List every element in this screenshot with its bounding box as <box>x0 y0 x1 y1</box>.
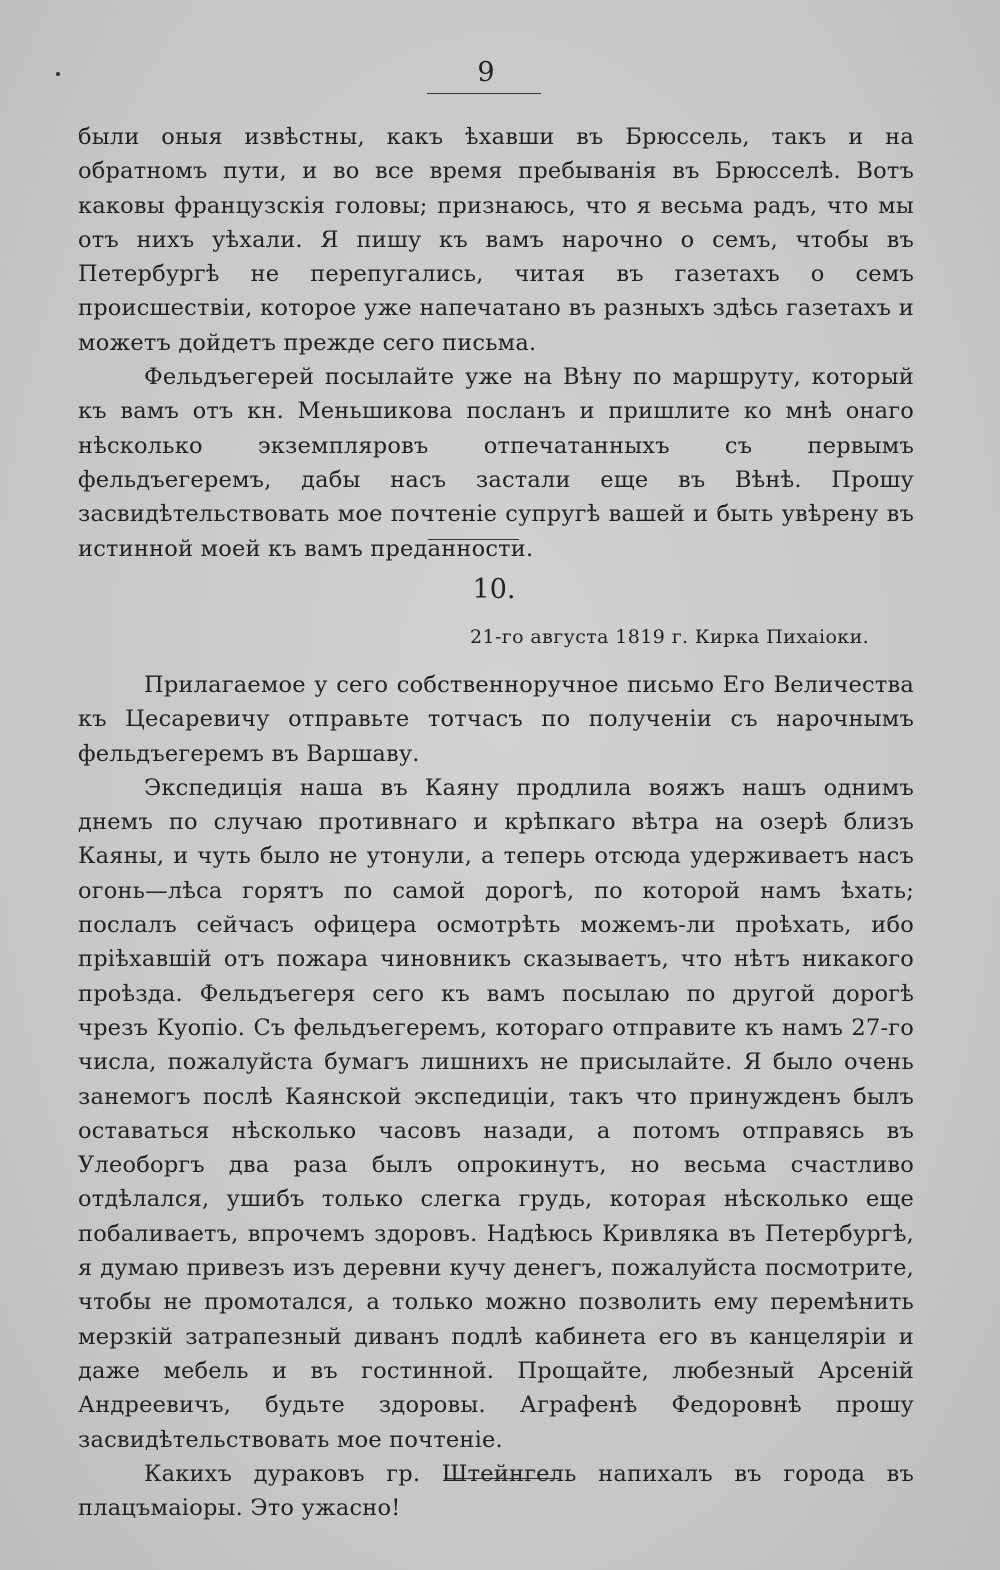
letter-body <box>78 668 914 1525</box>
header-rule <box>427 93 541 94</box>
paragraph: Прилагаемое у сего собственноручное письмо Его Величества къ Цесаревичу отправьте тотчасъ по полученіи съ нарочнымъ фельдъегеремъ въ Варшаву. <box>78 672 914 767</box>
letter-number: 10. <box>472 574 516 605</box>
end-rule <box>444 1478 559 1479</box>
page-number: 9 <box>477 57 495 88</box>
letter-dateline: 21-го августа 1819 г. Кирка Пихаіоки. <box>470 626 870 648</box>
paragraph: Экспедиція наша въ Каяну продлила вояжъ нашъ однимъ днемъ по случаю противнаго и крѣпкаго вѣтра на озерѣ близъ Каяны, и чуть было не утонули, а теперь отсюда удерживаетъ насъ огонь—лѣса горятъ по самой дорогѣ, по которой намъ ѣхать; послалъ сейчасъ офицера осмотрѣть можемъ-ли проѣхать, ибо пріѣхавшій отъ пожара чиновникъ сказываетъ, что нѣтъ никакого проѣзда. Фельдъегеря сего къ вамъ посылаю по другой дорогѣ чрезъ Куопіо. Съ фельдъегеремъ, котораго отправите къ намъ 27-го числа, пожалуйста бумагъ лишнихъ не присылайте. Я было очень занемогъ послѣ Каянской экспедиціи, такъ что принужденъ былъ оставаться нѣсколько часовъ назади, а потомъ отправясь въ Улеоборгъ два раза былъ опрокинутъ, но весьма счастливо отдѣлался, ушибъ только слегка грудь, которая нѣсколько еще побаливаетъ, впрочемъ здоровъ. Надѣюсь Кривляка въ Петербургѣ, я думаю привезъ изъ деревни кучу денегъ, пожалуйста посмотрите, чтобы не промотался, а только можно позволить ему перемѣнить мерзкій затрапезный диванъ подлѣ кабинета его въ канцеляріи и даже мебель и въ гостинной. Прощайте, любезный Арсеній Андреевичъ, будьте здоровы. Аграфенѣ Федоровнѣ прошу засвидѣтельствовать мое почтеніе. <box>78 774 914 1453</box>
section-divider <box>428 539 519 540</box>
paragraph: были оныя извѣстны, какъ ѣхавши въ Брюссель, такъ и на обратномъ пути, и во все время пребыванія въ Брюсселѣ. Вотъ каковы французскія головы; признаюсь, что я весьма радъ, что мы отъ нихъ уѣхали. Я пишу къ вамъ нарочно о семъ, чтобы въ Петербургѣ не перепугались, читая въ газетахъ о семъ происшествіи, которое уже напечатано въ разныхъ здѣсь газетахъ и можетъ дойдетъ прежде сего письма. <box>78 124 914 356</box>
paragraph: Фельдъегерей посылайте уже на Вѣну по маршруту, который къ вамъ отъ кн. Меньшикова посланъ и пришлите ко мнѣ онаго нѣсколько экземпляровъ отпечатанныхъ съ первымъ фельдъегеремъ, дабы насъ застали еще въ Вѣнѣ. Прошу засвидѣтельствовать мое почтеніе супругѣ вашей и быть увѣрену въ истинной моей къ вамъ преданности. <box>78 364 914 562</box>
paragraph: Какихъ дураковъ гр. Штейнгель напихалъ въ города въ плацъмаіоры. Это ужасно! <box>78 1460 914 1522</box>
previous-letter-continuation <box>78 120 914 566</box>
